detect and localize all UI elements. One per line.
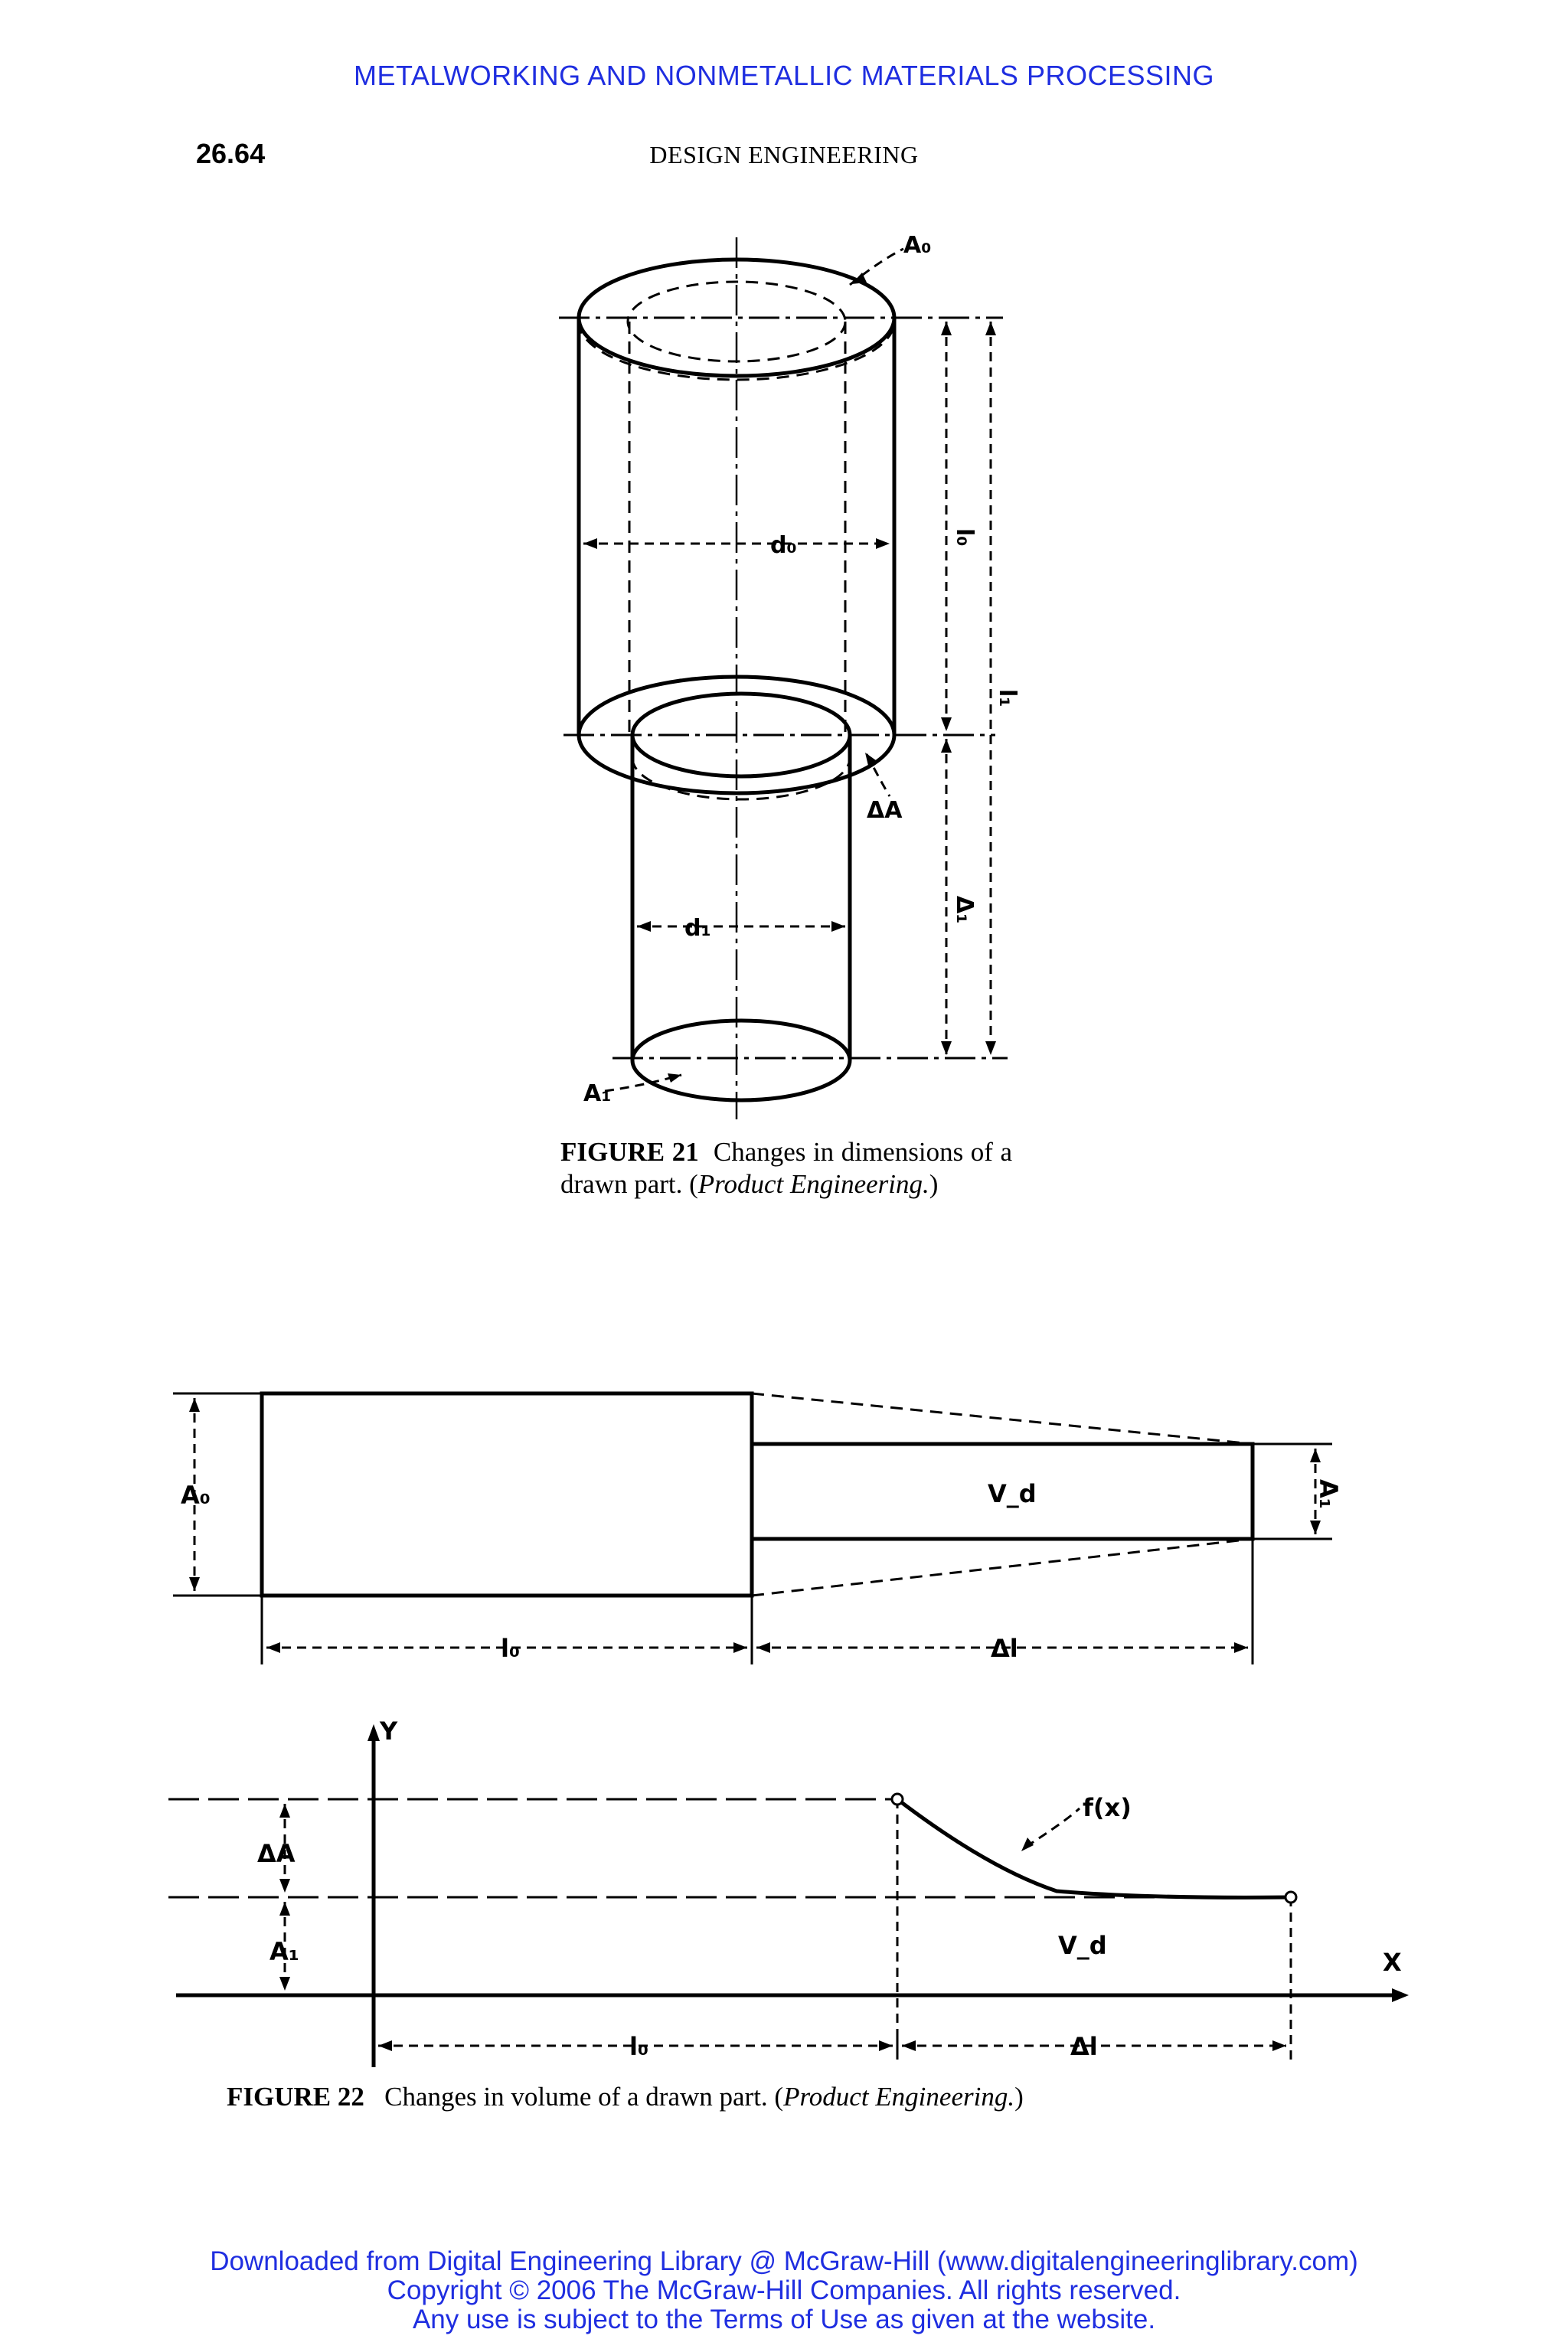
figure-22-caption-text: Changes in volume of a drawn part. ( (384, 2082, 784, 2112)
fig21-label-l0: l₀ (951, 528, 978, 547)
footer-terms-line: Any use is subject to the Terms of Use as given at the website. (412, 2305, 1156, 2334)
figure-22-label: FIGURE 22 (227, 2082, 364, 2112)
fig21-label-delta-a: ΔA (867, 797, 903, 824)
fig22-label-a0: A₀ (181, 1481, 211, 1510)
fig21-label-d0: d₀ (770, 532, 797, 559)
fig22-label-y: Y (380, 1717, 398, 1746)
running-head: METALWORKING AND NONMETALLIC MATERIALS PROCESSING (354, 60, 1214, 91)
fig22-label-vd-top: V_d (988, 1479, 1037, 1508)
figure-21-caption-source: Product Engineering. (697, 1169, 929, 1199)
fig21-label-l1: l₁ (994, 689, 1021, 707)
fig22-label-dl-bottom: Δl (1070, 2032, 1098, 2061)
fig21-label-delta1: Δ₁ (951, 896, 978, 924)
figure-21-caption: FIGURE 21 Changes in dimensions of a drawn part. (Product Engineering.) (560, 1137, 1013, 1199)
fig22-label-fx: f(x) (1083, 1793, 1132, 1822)
fig22-label-dl-top: Δl (991, 1634, 1018, 1663)
fig22-label-x: X (1383, 1948, 1402, 1977)
fig22-end-point (1285, 1892, 1296, 1903)
footer-copyright-line: Copyright © 2006 The McGraw-Hill Companies. All rights reserved. (387, 2275, 1181, 2305)
fig22-label-a1-top: A₁ (1314, 1479, 1343, 1509)
fig21-label-d1: d₁ (684, 915, 711, 942)
figure-22-caption-source: Product Engineering. (783, 2082, 1015, 2112)
fig21-label-a0: A₀ (903, 232, 932, 259)
figure-21-label: FIGURE 21 (560, 1137, 699, 1167)
fig22-label-a1: A₁ (270, 1937, 299, 1966)
fig22-original-block (262, 1393, 752, 1596)
fig22-label-l0-bottom: l₀ (629, 2032, 648, 2061)
fig22-label-vd: V_d (1058, 1931, 1107, 1960)
section-title: DESIGN ENGINEERING (649, 141, 919, 168)
fig21-label-a1: A₁ (583, 1080, 612, 1107)
figure-21-caption-text: Changes in dimensions of a drawn part. ( (560, 1137, 1013, 1199)
fig22-fx-leader (1026, 1808, 1080, 1847)
fig22-label-delta-a: ΔA (257, 1839, 296, 1868)
fig22-label-l0-top: l₀ (501, 1634, 520, 1663)
figure-22-caption: FIGURE 22 Changes in volume of a drawn part. (Product Engineering.) (227, 2082, 1024, 2112)
footer-download-line[interactable]: Downloaded from Digital Engineering Library @ McGraw-Hill (www.digitalengineeringlibrary.com) (210, 2246, 1358, 2276)
page-number: 26.64 (196, 138, 266, 169)
fig22-start-point (892, 1794, 903, 1805)
